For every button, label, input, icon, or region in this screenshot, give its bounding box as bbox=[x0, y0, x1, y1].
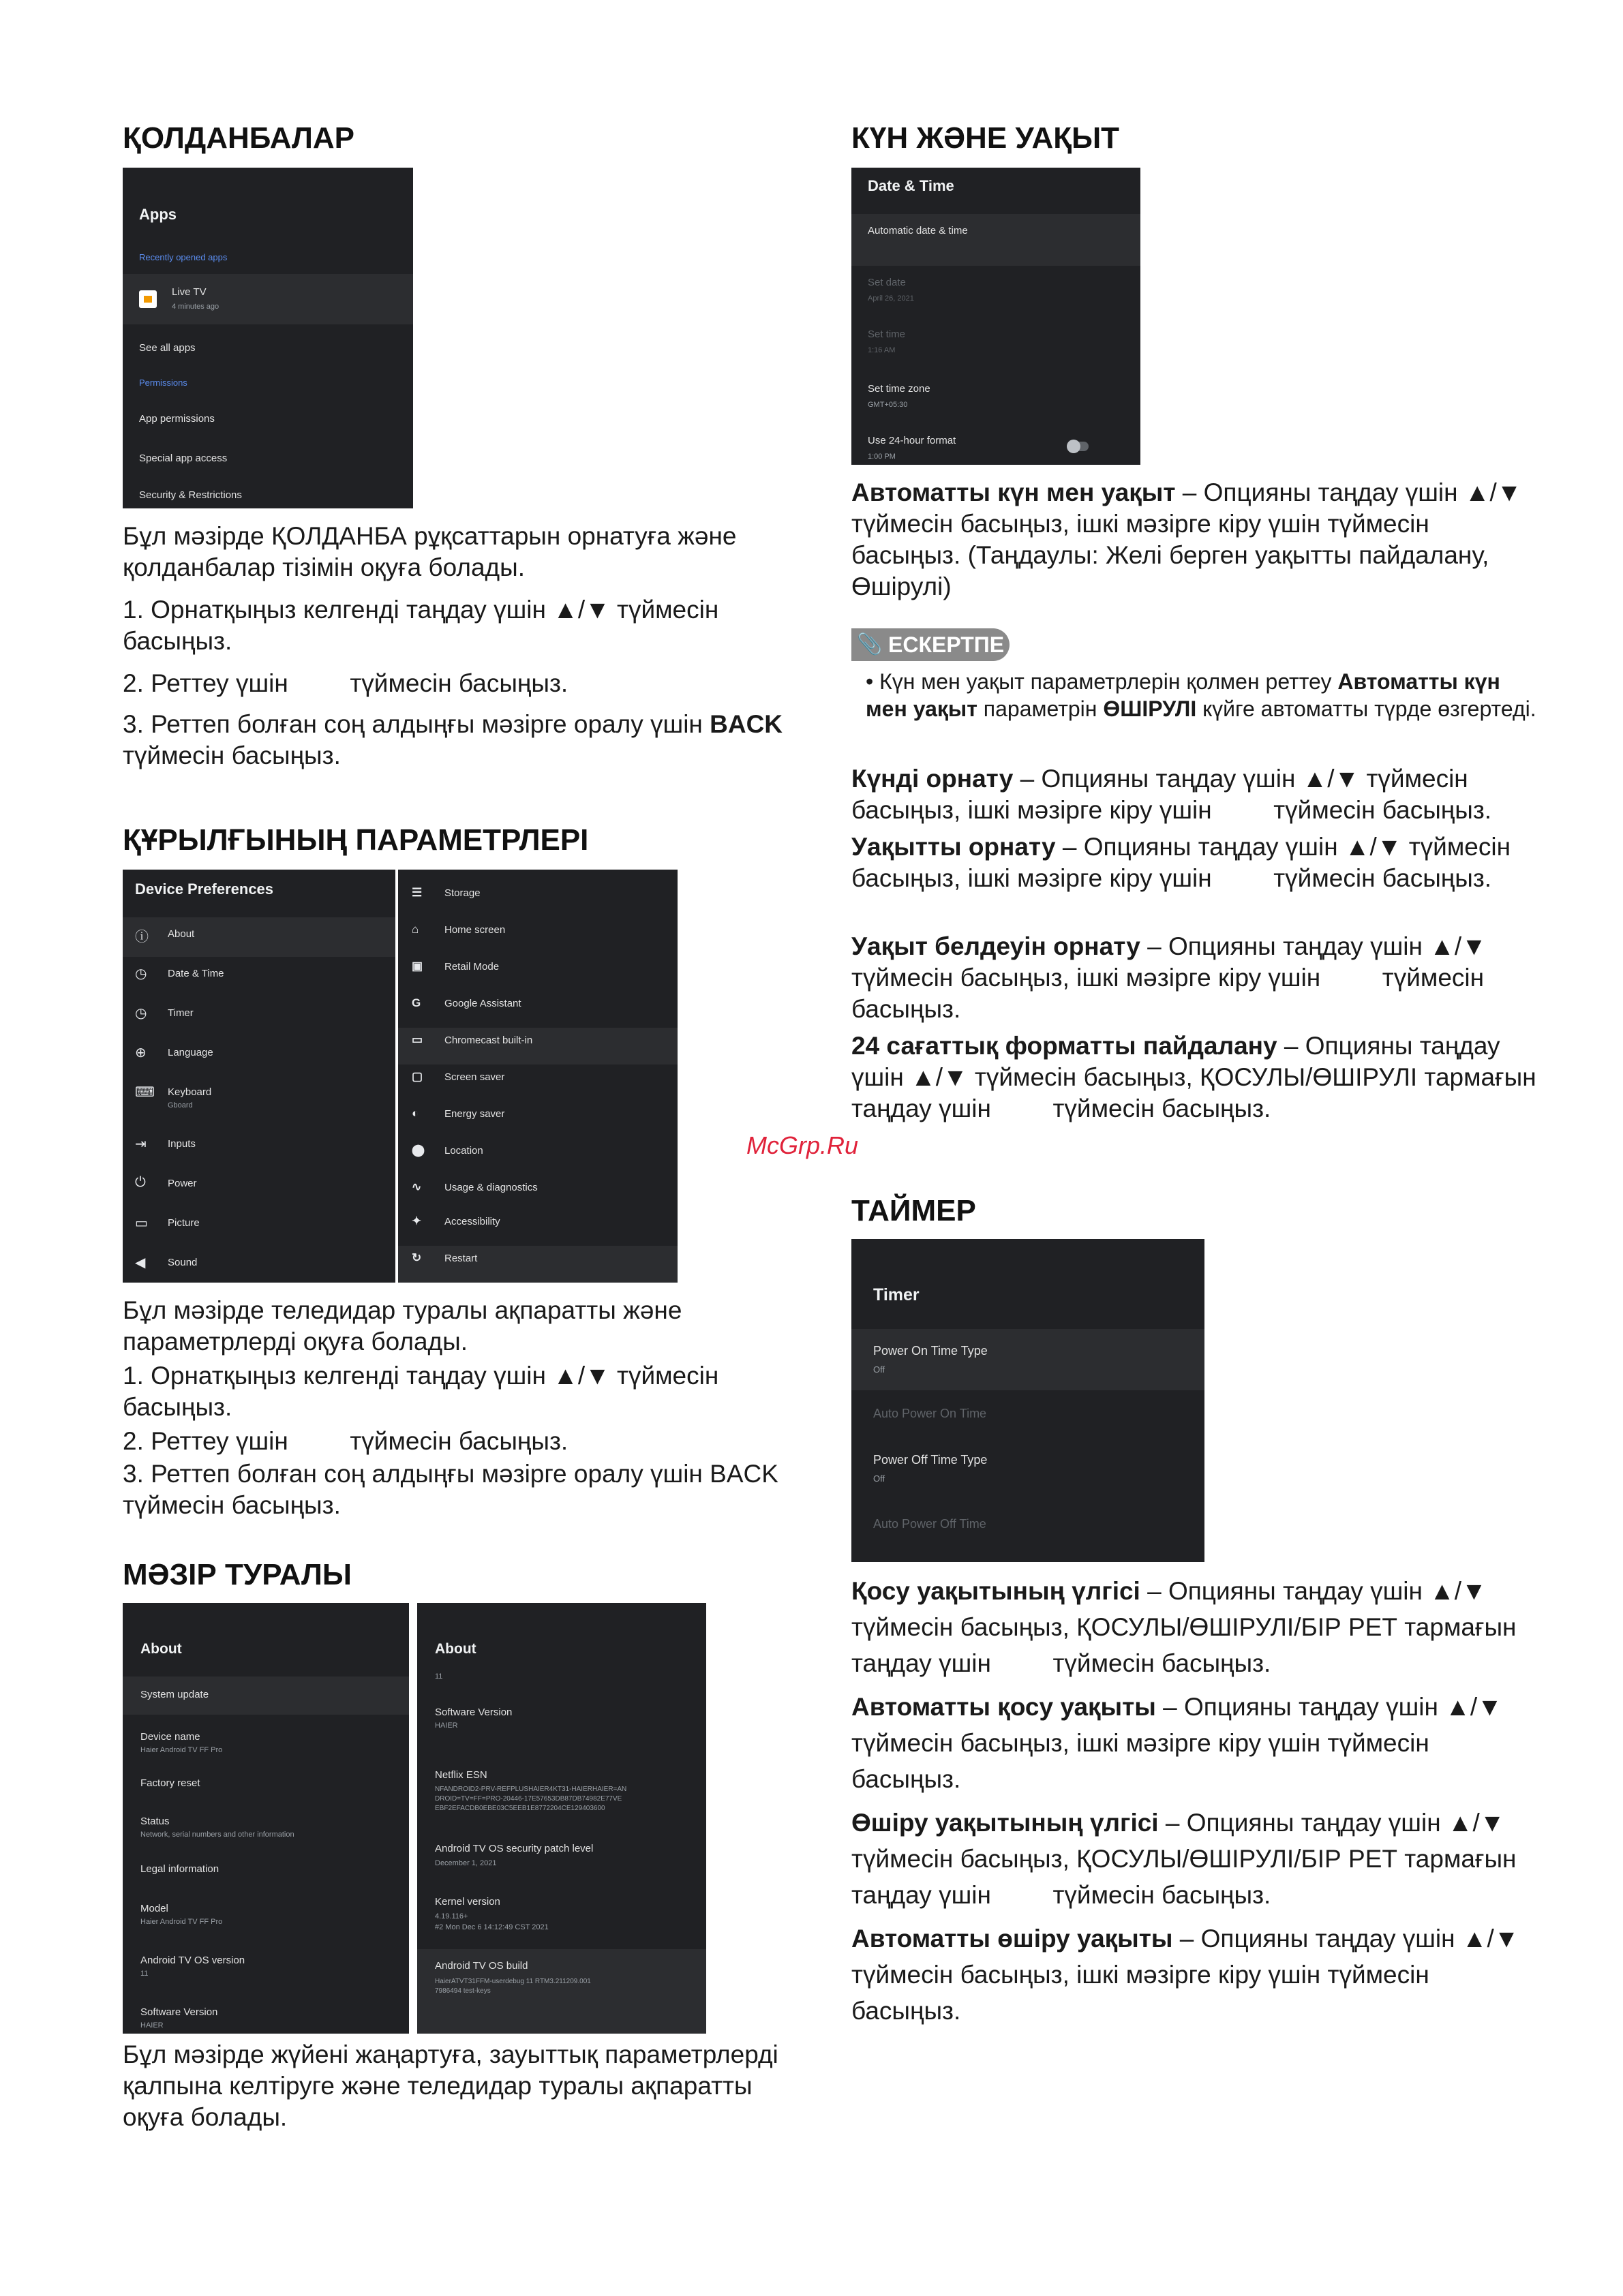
software-version-item-2[interactable]: Software Version bbox=[435, 1706, 513, 1718]
timer-screen bbox=[851, 1239, 1204, 1562]
device-pref-item[interactable] bbox=[123, 1213, 395, 1240]
device-pref-item[interactable] bbox=[398, 883, 678, 910]
device-pref-item-label: Retail Mode bbox=[444, 961, 500, 973]
apps-heading: ҚОЛДАНБАЛАР bbox=[123, 121, 355, 155]
security-patch-item[interactable]: Android TV OS security patch level bbox=[435, 1843, 594, 1854]
netflix-esn-sub-3: EBF2EFACDB0EBE03C5EEB1E8772204CE129403600 bbox=[435, 1805, 605, 1812]
set-date-item: Set date bbox=[868, 277, 906, 288]
security-restrictions-item[interactable]: Security & Restrictions bbox=[139, 489, 242, 501]
about-top-sub: 11 bbox=[435, 1672, 443, 1681]
power-off-type-item[interactable]: Power Off Time Type bbox=[873, 1453, 988, 1467]
device-pref-item[interactable] bbox=[123, 1134, 395, 1161]
device-step1: 1. Орнатқыңыз келгенді таңдау үшін ▲/▼ түймесін басыңыз. bbox=[123, 1362, 719, 1421]
device-pref-item[interactable] bbox=[123, 964, 395, 991]
software-version-sub: HAIER bbox=[140, 2021, 164, 2030]
status-sub: Network, serial numbers and other information bbox=[140, 1831, 294, 1839]
location-icon: ⬤ bbox=[412, 1144, 425, 1157]
apps-step3: 3. Реттеп болған соң алдыңғы мәзірге оралу үшін BACK түймесін басыңыз. bbox=[123, 710, 783, 769]
security-patch-sub: December 1, 2021 bbox=[435, 1859, 497, 1867]
auto-power-on-desc: Автоматты қосу уақыты – Опцияны таңдау үшін ▲/▼ түймесін басыңыз, ішкі мәзірге кіру үшін түймесін басыңыз. bbox=[851, 1693, 1502, 1793]
set-time-zone-sub: GMT+05:30 bbox=[868, 401, 908, 409]
netflix-esn-sub-1: NFANDROID2-PRV-REFPLUSHAIER4KT31-HAIERHAIER=AN bbox=[435, 1786, 627, 1793]
accessibility-icon: ✦ bbox=[412, 1214, 422, 1227]
device-heading: ҚҰРЫЛҒЫНЫҢ ПАРАМЕТРЛЕРІ bbox=[123, 823, 589, 857]
automatic-date-time-row[interactable] bbox=[851, 214, 1140, 266]
automatic-date-time-label: Automatic date & time bbox=[868, 225, 968, 236]
about-screen-title: About bbox=[140, 1641, 182, 1657]
atv-build-row[interactable] bbox=[417, 1949, 706, 2034]
device-desc: Бұл мәзірде теледидар туралы ақпаратты және параметрлерді оқуға болады. bbox=[123, 1296, 682, 1356]
atv-version-sub: 11 bbox=[140, 1970, 149, 1978]
device-step3: 3. Реттеп болған соң алдыңғы мәзірге оралу үшін BACK түймесін басыңыз. bbox=[123, 1460, 778, 1519]
paperclip-icon: 📎 bbox=[857, 633, 883, 656]
use-24-hour-toggle[interactable] bbox=[1068, 442, 1089, 451]
device-pref-item[interactable] bbox=[398, 1212, 678, 1239]
apps-step1: 1. Орнатқыңыз келгенді таңдау үшін ▲/▼ түймесін басыңыз. bbox=[123, 596, 719, 655]
device-pref-item[interactable] bbox=[123, 1003, 395, 1030]
restart-icon: ↻ bbox=[412, 1251, 422, 1264]
picture-icon: ▭ bbox=[135, 1216, 148, 1231]
datetime-heading: КҮН ЖӘНЕ УАҚЫТ bbox=[851, 121, 1120, 155]
device-pref-item-label: Storage bbox=[444, 887, 481, 899]
power-off-type-sub: Off bbox=[873, 1473, 885, 1484]
device-pref-item-label: Picture bbox=[168, 1217, 200, 1229]
retail-icon: ▣ bbox=[412, 960, 423, 973]
globe-icon: ⊕ bbox=[135, 1045, 147, 1060]
kernel-version-item[interactable]: Kernel version bbox=[435, 1896, 500, 1908]
device-step2: 2. Реттеу үшін түймесін басыңыз. bbox=[123, 1427, 568, 1455]
system-update-label: System update bbox=[140, 1689, 209, 1700]
device-pref-item[interactable] bbox=[398, 1141, 678, 1168]
device-preferences-screen-right bbox=[398, 870, 678, 1283]
about-screen-left bbox=[123, 1603, 409, 2034]
note-text: • Күн мен уақыт параметрлерін қолмен реттеу Автоматты күн мен уақыт параметрін ӨШІРУЛІ күйге автоматты түрде өзгертеді. bbox=[866, 669, 1536, 721]
recently-opened-category: Recently opened apps bbox=[139, 252, 228, 262]
set-time-item: Set time bbox=[868, 328, 906, 340]
see-all-apps[interactable]: See all apps bbox=[139, 342, 196, 354]
device-pref-item-label: Usage & diagnostics bbox=[444, 1182, 538, 1193]
info-icon: ⓘ bbox=[135, 930, 149, 945]
device-pref-item[interactable] bbox=[123, 1082, 395, 1109]
atv-build-sub-1: HaierATVT31FFM-userdebug 11 RTM3.211209.001 bbox=[435, 1978, 591, 1985]
device-name-sub: Haier Android TV FF Pro bbox=[140, 1746, 223, 1754]
apps-step2: 2. Реттеу үшін түймесін басыңыз. bbox=[123, 669, 568, 697]
timer-screen-title: Timer bbox=[873, 1285, 920, 1304]
device-pref-item[interactable] bbox=[123, 924, 395, 951]
keyboard-sub: Gboard bbox=[168, 1101, 193, 1109]
device-preferences-screen-left bbox=[123, 870, 395, 1283]
device-pref-item-label: Home screen bbox=[444, 924, 506, 936]
cast-icon: ▭ bbox=[412, 1033, 423, 1046]
device-pref-item-label: About bbox=[168, 928, 195, 940]
device-pref-item-label: Google Assistant bbox=[444, 998, 521, 1009]
factory-reset-item[interactable]: Factory reset bbox=[140, 1777, 200, 1789]
about-screen-right bbox=[417, 1603, 706, 2034]
sound-icon: ◀ bbox=[135, 1255, 146, 1270]
storage-icon: ☰ bbox=[412, 886, 423, 899]
device-pref-item-label: Inputs bbox=[168, 1138, 196, 1150]
device-pref-item[interactable] bbox=[398, 994, 678, 1021]
device-pref-item[interactable] bbox=[398, 1249, 678, 1276]
set-time-sub: 1:16 AM bbox=[868, 346, 896, 354]
device-pref-item-label: Sound bbox=[168, 1257, 198, 1268]
device-pref-item[interactable] bbox=[123, 1174, 395, 1201]
datetime-screen-title: Date & Time bbox=[868, 177, 954, 194]
input-icon: ⇥ bbox=[135, 1137, 147, 1152]
note-badge: 📎 ЕСКЕРТПЕ bbox=[851, 628, 1010, 661]
live-tv-app-item[interactable] bbox=[123, 274, 413, 324]
device-pref-item-label: Power bbox=[168, 1178, 197, 1189]
about-heading: МӘЗІР ТУРАЛЫ bbox=[123, 1558, 352, 1591]
auto-power-on-item: Auto Power On Time bbox=[873, 1407, 987, 1420]
screen-saver-icon: ▢ bbox=[412, 1070, 423, 1083]
set-time-desc: Уақытты орнату – Опцияны таңдау үшін ▲/▼ түймесін басыңыз, ішкі мәзірге кіру үшін түймесін басыңыз. bbox=[851, 833, 1511, 892]
device-pref-item-label: Language bbox=[168, 1047, 213, 1058]
usage-icon: ∿ bbox=[412, 1180, 422, 1193]
datetime-screen bbox=[851, 168, 1140, 465]
device-preferences-title: Device Preferences bbox=[135, 881, 274, 898]
device-pref-item[interactable] bbox=[398, 957, 678, 984]
device-name-item[interactable]: Device name bbox=[140, 1731, 200, 1743]
device-pref-item-label: Restart bbox=[444, 1253, 478, 1264]
status-item[interactable]: Status bbox=[140, 1816, 170, 1827]
special-app-access-item[interactable]: Special app access bbox=[139, 453, 228, 464]
live-tv-icon bbox=[139, 290, 157, 308]
device-pref-item[interactable] bbox=[398, 1067, 678, 1095]
model-sub: Haier Android TV FF Pro bbox=[140, 1918, 223, 1926]
netflix-esn-item[interactable]: Netflix ESN bbox=[435, 1769, 487, 1781]
watermark: McGrp.Ru bbox=[746, 1131, 859, 1159]
device-pref-item[interactable] bbox=[123, 1253, 395, 1280]
set-tz-desc: Уақыт белдеуін орнату – Опцияны таңдау үшін ▲/▼ түймесін басыңыз, ішкі мәзірге кіру үшін түймесін басыңыз. bbox=[851, 932, 1487, 1023]
google-icon: G bbox=[412, 996, 421, 1009]
clock-icon: ◷ bbox=[135, 966, 147, 981]
power-icon: ⏻ bbox=[135, 1175, 146, 1190]
set-date-sub: April 26, 2021 bbox=[868, 294, 914, 303]
auto-power-off-item: Auto Power Off Time bbox=[873, 1517, 986, 1531]
use-24-hour-sub: 1:00 PM bbox=[868, 453, 896, 461]
device-pref-item[interactable] bbox=[398, 920, 678, 947]
set-date-desc: Күнді орнату – Опцияны таңдау үшін ▲/▼ түймесін басыңыз, ішкі мәзірге кіру үшін түймесін басыңыз. bbox=[851, 765, 1492, 824]
software-version-sub-2: HAIER bbox=[435, 1721, 458, 1730]
auto-power-off-desc: Автоматты өшіру уақыты – Опцияны таңдау үшін ▲/▼ түймесін басыңыз, ішкі мәзірге кіру үшін түймесін басыңыз. bbox=[851, 1925, 1519, 2025]
netflix-esn-sub-2: DROID=TV=FF=PRO-20446-17E57653DB87DB74982E77VE bbox=[435, 1795, 622, 1803]
device-pref-item-label: Screen saver bbox=[444, 1071, 505, 1083]
timer-icon: ◷ bbox=[135, 1006, 147, 1021]
device-pref-item[interactable] bbox=[398, 1104, 678, 1131]
device-pref-item-label: Chromecast built-in bbox=[444, 1035, 533, 1046]
device-pref-item-label: Keyboard bbox=[168, 1086, 212, 1098]
use-24-hour-item[interactable]: Use 24-hour format bbox=[868, 435, 956, 446]
atv-version-item[interactable]: Android TV OS version bbox=[140, 1955, 245, 1966]
system-update-row[interactable] bbox=[123, 1677, 409, 1715]
atv-build-label: Android TV OS build bbox=[435, 1960, 528, 1972]
device-pref-item-label: Location bbox=[444, 1145, 483, 1157]
model-item[interactable]: Model bbox=[140, 1903, 168, 1914]
about-desc: Бұл мәзірде жүйені жаңартуға, зауыттық параметрлерді қалпына келтіруге және теледидар туралы ақпаратты оқуға болады. bbox=[123, 2040, 778, 2131]
device-pref-item[interactable] bbox=[398, 1178, 678, 1205]
power-on-type-sub: Off bbox=[873, 1364, 885, 1375]
apps-screen bbox=[123, 168, 413, 508]
device-pref-item-label: Date & Time bbox=[168, 968, 224, 979]
home-icon: ⌂ bbox=[412, 923, 419, 936]
device-pref-item-label: Timer bbox=[168, 1007, 194, 1019]
power-on-type-desc: Қосу уақытының үлгісі – Опцияны таңдау үшін ▲/▼ түймесін басыңыз, ҚОСУЛЫ/ӨШІРУЛІ/БІР РЕТ тармағын таңдау үшін түймесін басыңыз. bbox=[851, 1577, 1517, 1677]
device-pref-item-label: Accessibility bbox=[444, 1216, 500, 1227]
live-tv-sub: 4 minutes ago bbox=[172, 303, 219, 311]
device-pref-item-label: Energy saver bbox=[444, 1108, 505, 1120]
live-tv-label: Live TV bbox=[172, 286, 207, 298]
set-time-zone-item[interactable]: Set time zone bbox=[868, 383, 930, 395]
device-pref-item[interactable] bbox=[398, 1030, 678, 1058]
apps-screen-title: Apps bbox=[139, 206, 177, 223]
use24-desc: 24 сағаттық форматты пайдалану – Опцияны таңдау үшін ▲/▼ түймесін басыңыз, ҚОСУЛЫ/ӨШІРУЛІ тармағын таңдау үшін түймесін басыңыз. bbox=[851, 1032, 1536, 1122]
timer-heading: ТАЙМЕР bbox=[851, 1194, 976, 1227]
energy-icon: ◐ bbox=[412, 1107, 419, 1120]
legal-information-item[interactable]: Legal information bbox=[140, 1863, 219, 1875]
keyboard-icon: ⌨ bbox=[135, 1085, 155, 1100]
about-screen-right-title: About bbox=[435, 1641, 476, 1657]
permissions-category: Permissions bbox=[139, 378, 187, 388]
kernel-version-sub-2: #2 Mon Dec 6 14:12:49 CST 2021 bbox=[435, 1923, 549, 1931]
apps-desc: Бұл мәзірде ҚОЛДАНБА рұқсаттарын орнатуға және қолданбалар тізімін оқуға болады. bbox=[123, 522, 737, 581]
atv-build-sub-2: 7986494 test-keys bbox=[435, 1987, 491, 1995]
kernel-version-sub-1: 4.19.116+ bbox=[435, 1912, 468, 1920]
auto-datetime-desc: Автоматты күн мен уақыт – Опцияны таңдау үшін ▲/▼ түймесін басыңыз, ішкі мәзірге кіру үшін түймесін басыңыз. (Таңдаулы: Желі берген уақытты пайдалану, Өшірулі) bbox=[851, 478, 1522, 600]
app-permissions-item[interactable]: App permissions bbox=[139, 413, 215, 425]
power-on-type-row[interactable] bbox=[851, 1329, 1204, 1390]
device-pref-item[interactable] bbox=[123, 1043, 395, 1070]
software-version-item[interactable]: Software Version bbox=[140, 2006, 218, 2018]
power-on-type-label: Power On Time Type bbox=[873, 1344, 988, 1358]
power-off-type-desc: Өшіру уақытының үлгісі – Опцияны таңдау үшін ▲/▼ түймесін басыңыз, ҚОСУЛЫ/ӨШІРУЛІ/БІР РЕТ тармағын таңдау үшін түймесін басыңыз. bbox=[851, 1809, 1517, 1909]
